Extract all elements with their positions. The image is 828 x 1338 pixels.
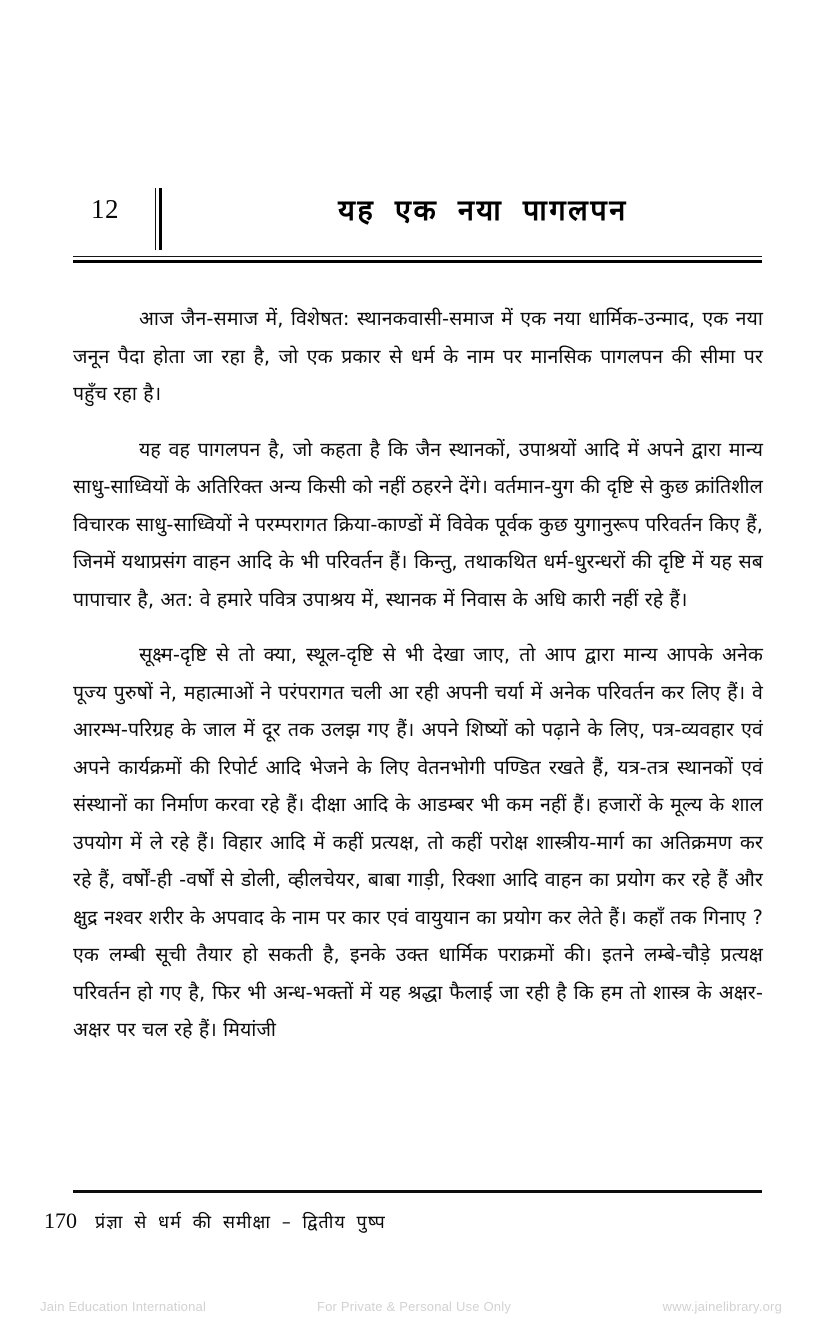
chapter-number: 12 bbox=[91, 194, 119, 224]
header-rule-thick bbox=[73, 260, 762, 263]
footer-rule bbox=[73, 1190, 762, 1193]
header-rule-thin bbox=[73, 256, 762, 257]
header-vertical-divider bbox=[155, 188, 163, 250]
chapter-header bbox=[73, 186, 762, 248]
header-double-rule bbox=[73, 256, 762, 264]
watermark-organization: Jain Education International bbox=[40, 1298, 207, 1314]
page-number: 170 bbox=[44, 1208, 77, 1233]
body-text bbox=[73, 300, 763, 1049]
paragraph: आज जैन-समाज में, विशेषत: स्थानकवासी-समाज में एक नया धार्मिक-उन्माद, एक नया जनून पैदा होता जा रहा है, जो एक प्रकार से धर्म के नाम पर मानसिक पागलपन की सीमा पर पहुँच रहा है। bbox=[73, 307, 763, 405]
watermark-usage-notice: For Private & Personal Use Only bbox=[316, 1298, 512, 1314]
divider-thick-rule bbox=[159, 188, 162, 250]
paragraph: यह वह पागलपन है, जो कहता है कि जैन स्थानकों, उपाश्रयों आदि में अपने द्वारा मान्य साधु-साध्वियों के अतिरिक्त अन्य किसी को नहीं ठहरने देंगे। वर्तमान-युग की दृष्टि से कुछ क्रांतिशील विचारक साधु-साध्वियों ने परम्परागत क्रिया-काण्डों में विवेक पूर्वक कुछ युगानुरूप परिवर्तन किए हैं, जिनमें यथाप्रसंग वाहन आदि के भी परिवर्तन हैं। किन्तु, तथाकथित धर्म-धुरन्धरों की दृष्टि में यह सब पापाचार है, अत: वे हमारे पवित्र उपाश्रय में, स्थानक में निवास के अधि कारी नहीं रहे हैं। bbox=[73, 437, 763, 611]
paragraph: सूक्ष्म-दृष्टि से तो क्या, स्थूल-दृष्टि से भी देखा जाए, तो आप द्वारा मान्य आपके अनेक पूज्य पुरुषों ने, महात्माओं ने परंपरागत चली आ रही अपनी चर्या में अनेक परिवर्तन कर लिए हैं। वे आरम्भ-परिग्रह के जाल में दूर तक उलझ गए हैं। अपने शिष्यों को पढ़ाने के लिए, पत्र-व्यवहार एवं अपने कार्यक्रमों की रिपोर्ट आदि भेजने के लिए वेतनभोगी पण्डित रखते हैं, यत्र-तत्र स्थानकों एवं संस्थानों का निर्माण करवा रहे हैं। दीक्षा आदि के आडम्बर भी कम नहीं हैं। हजारों के मूल्य के शाल उपयोग में ले रहे हैं। विहार आदि में कहीं प्रत्यक्ष, तो कहीं परोक्ष शास्त्रीय-मार्ग का अतिक्रमण कर रहे हैं, वर्षों-ही -वर्षों से डोली, व्हीलचेयर, बाबा गाड़ी, रिक्शा आदि वाहन का प्रयोग कर रहे हैं और क्षुद्र नश्वर शरीर के अपवाद के नाम पर कार एवं वायुयान का प्रयोग कर लेते हैं। कहाँ तक गिनाए ? एक लम्बी सूची तैयार हो सकती है, इनके उक्त धार्मिक पराक्रमों की। इतने लम्बे-चौड़े प्रत्यक्ष परिवर्तन हो गए है, फिर भी अन्ध-भक्तों में यह श्रद्धा फैलाई जा रही है कि हम तो शास्त्र के अक्षर-अक्षर पर चल रहे हैं। मियांजी bbox=[73, 643, 763, 1041]
divider-thin-rule bbox=[155, 188, 156, 250]
footer bbox=[44, 1206, 762, 1240]
watermark-website[interactable]: www.jainelibrary.org bbox=[662, 1298, 782, 1314]
chapter-title: यह एक नया पागलपन bbox=[338, 193, 628, 227]
book-title: प्रंज्ञा से धर्म की समीक्षा – द्वितीय पुष्प bbox=[95, 1212, 386, 1233]
watermark-strip bbox=[0, 1292, 828, 1320]
